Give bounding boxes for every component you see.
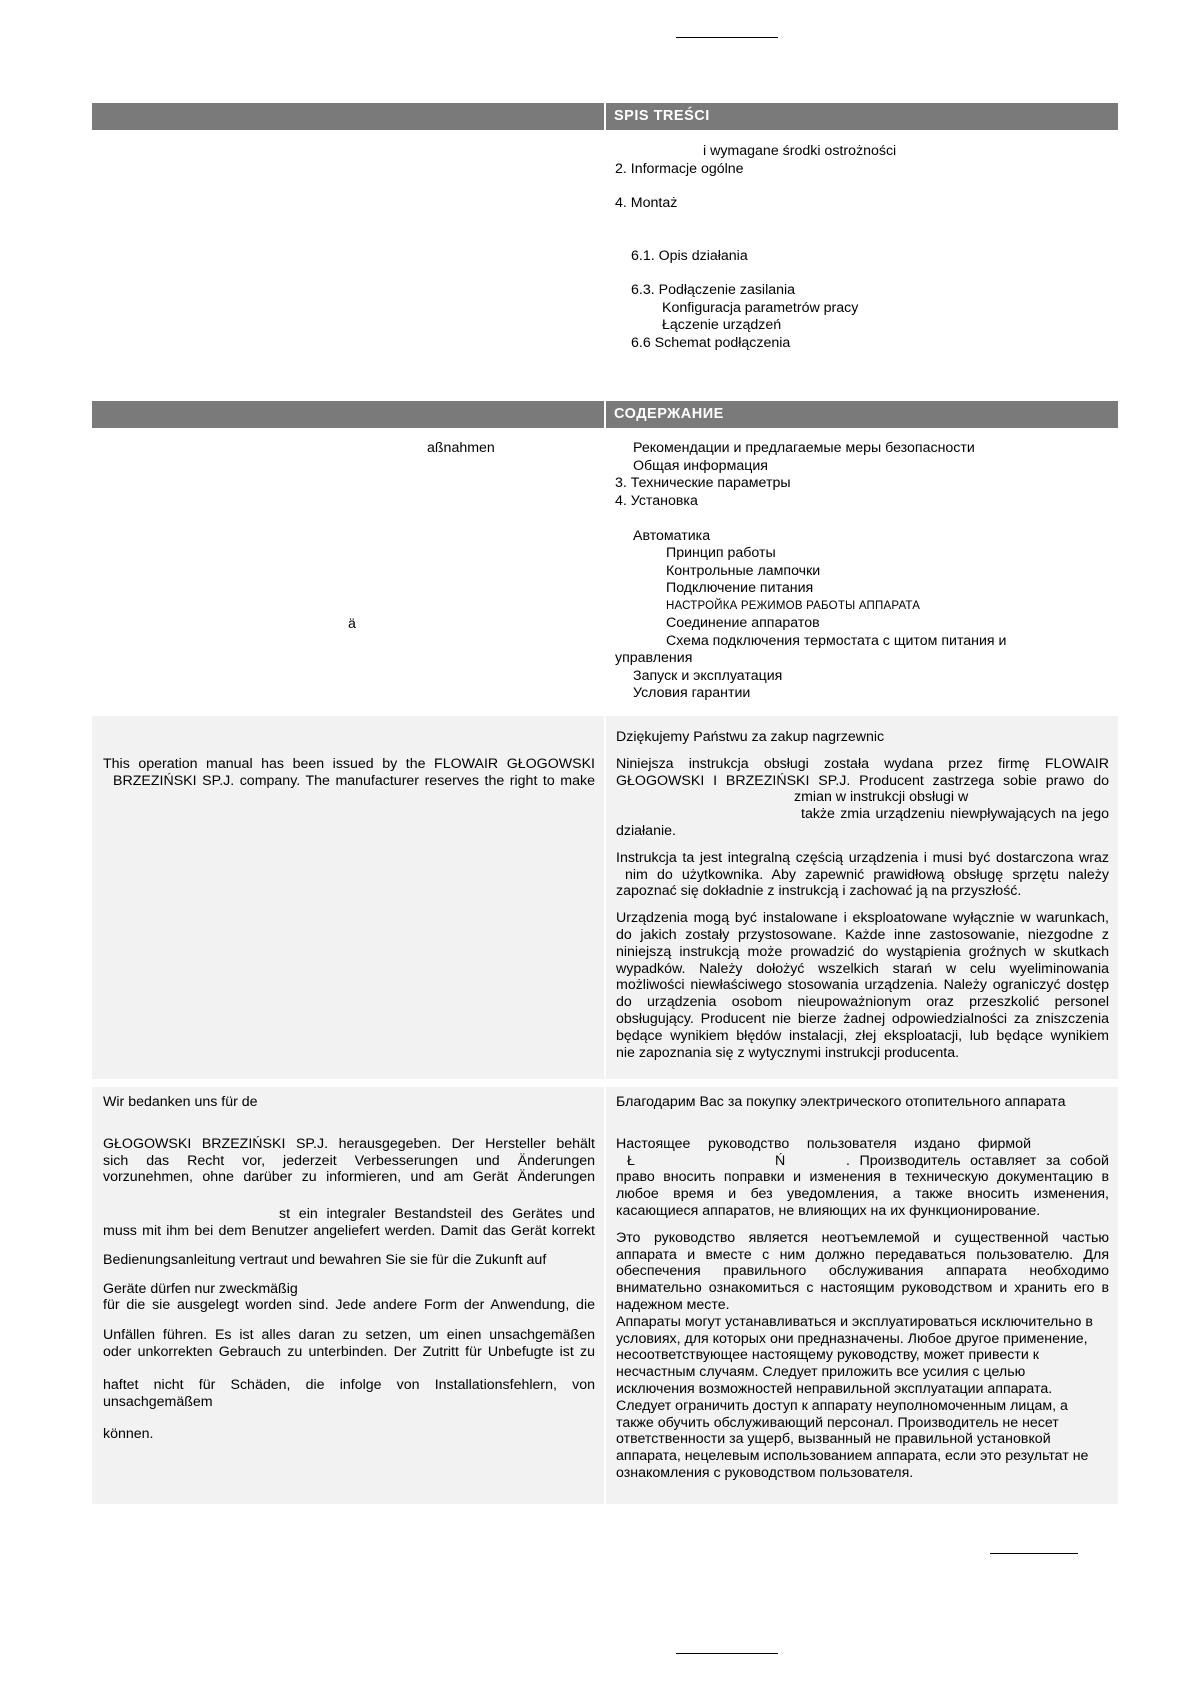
intro-ru-line: Аппараты могут устанавливаться и эксплуатироваться исключительно в [616,1313,1093,1330]
intro-pl-line: Instrukcja ta jest integralną częścią urządzenia i musi być dostarczona wraz [616,849,1109,866]
toc-left-fragment: ä [348,616,356,632]
intro-de-line: Wir bedanken uns für de [103,1094,258,1110]
toc-pl-item[interactable]: 4. Montaż [615,195,678,211]
intro-en-text [103,756,595,790]
intro-de-line: können. [103,1426,154,1443]
intro-ru-line-1 [616,1136,1109,1153]
toc-ru-item[interactable]: 4. Установка [615,492,698,509]
intro-pl-line: Urządzenia mogą być instalowane i eksploatowane wyłącznie w warunkach, [616,910,1109,927]
toc-ru-item[interactable]: 3. Технические параметры [615,475,791,491]
intro-pl-line: obsługujący. Producent nie bierze żadnej odpowiedzialności za zniszczenia [616,1010,1109,1027]
intro-ru-line: надежном месте. [616,1296,730,1313]
toc-pl-list [615,143,896,352]
toc-pl-item[interactable]: 6.6 Schemat podłączenia [631,334,791,351]
toc-ru-item[interactable]: Соединение аппаратов [666,615,820,631]
intro-ru-text [616,1094,1109,1482]
intro-ru-line: аппарата, нецелевым использованием аппарата, если это результат не [616,1448,1089,1465]
intro-pl-line: do jakich zostały przystosowane. Każde inne zastosowanie, niezgodne z [616,926,1109,943]
intro-pl-thanks: Dziękujemy Państwu za zakup nagrzewnic [616,729,885,745]
intro-pl-line: także zmia urządzeniu niewpływających na jego [801,806,1109,823]
intro-de-line: unsachgemäßem [103,1393,213,1410]
intro-en-line: This operation manual has been issued by the FLOWAIR GŁOGOWSKI [103,756,595,772]
intro-ru-fragment: . Производитель оставляет за собой [846,1152,1109,1169]
intro-ru-line: Это руководство является неотъемлемой и существенной частью [616,1229,1109,1246]
toc-pl-item[interactable]: i wymagane środki ostrożności [703,143,897,159]
intro-ru-line: условиях, для которых они предназначены. Любое другое применение, [616,1330,1088,1347]
intro-ru-fragment: Ń [775,1152,786,1169]
intro-de-text [103,1094,595,1443]
toc-left-fragment: aßnahmen [427,440,495,456]
toc-pl-header [606,103,1118,130]
intro-ru-line: любое время и без уведомления, а также вносить изменения, [616,1186,1109,1203]
toc-ru-item[interactable]: Запуск и эксплуатация [633,667,783,684]
toc-ru-item[interactable]: Схема подключения термостата с щитом питания и [666,632,1007,649]
toc-pl-item[interactable]: 6.1. Opis działania [631,247,748,264]
toc-pl-item[interactable]: Konfiguracja parametrów pracy [662,299,859,316]
toc-ru-item[interactable]: Автоматика [633,527,711,544]
intro-ru-thanks: Благодарим Вас за покупку электрического отопительного аппарата [616,1094,1066,1110]
intro-ru-line: внимательно ознакомиться с настоящим руководством и хранить его в [616,1280,1109,1297]
intro-de-line: Bedienungsanleitung vertraut und bewahren Sie sie für die Zukunft auf [103,1251,547,1268]
intro-ru-line: несоответствующее настоящему руководству, может привести к [616,1347,1039,1364]
toc-ru-item[interactable]: управления [615,650,693,666]
intro-pl-line: wypadków. Należy dołożyć wszelkich starań w celu wyeliminowania [616,960,1109,977]
page-rule [990,1553,1078,1554]
intro-de-line: GŁOGOWSKI BRZEZIŃSKI SP.J. herausgegeben. Der Hersteller behält [103,1135,595,1152]
toc-ru-item[interactable]: НАСТРОЙКА РЕЖИМОВ РАБОТЫ АППАРАТА [666,599,921,612]
toc-ru-item[interactable]: Принцип работы [666,545,776,561]
intro-de-line: st ein integraler Bestandsteil des Gerätes und [279,1206,595,1223]
toc-left-header-bar [92,103,604,130]
intro-de-line: vorzunehmen, ohne darüber zu informieren, und am Gerät Änderungen [103,1169,595,1186]
toc-ru-header [606,401,1118,428]
intro-pl-line: będące wynikiem błędów instalacji, złej eksploatacji, lub będące wynikiem [616,1027,1109,1044]
intro-pl-line: działanie. [616,822,676,839]
toc-ru-item[interactable]: Рекомендации и предлагаемые меры безопасности [633,440,975,456]
toc-ru-title: СОДЕРЖАНИЕ [614,406,724,422]
intro-ru-line: обеспечения правильного обслуживания аппарата необходимо [616,1263,1109,1280]
intro-de-line: sich das Recht vor, jederzeit Verbesserungen und Änderungen [103,1152,595,1169]
toc-left-header-bar-2 [92,401,604,428]
intro-pl-text [616,729,1109,1061]
intro-ru-line: касающиеся аппаратов, не влияющих на их функционирование. [616,1202,1041,1219]
intro-pl-line: możliwości niewłaściwego stosowania urządzenia. Należy ograniczyć dostęp [616,977,1109,994]
intro-pl-line: nim do użytkownika. Aby zapewnić prawidłową obsługę sprzętu należy [625,866,1109,883]
intro-ru-line: ознакомления с руководством пользователя. [616,1464,914,1481]
intro-de-line: für die sie ausgelegt worden sind. Jede andere Form der Anwendung, die [103,1297,595,1314]
top-rule [676,37,778,38]
intro-ru-line: несчастным случаям. Следует приложить все усилия с целью [616,1364,1026,1381]
toc-pl-item[interactable]: Łączenie urządzeń [662,317,782,333]
intro-pl-line: GŁOGOWSKI I BRZEZIŃSKI SP.J. Producent zastrzega sobie prawo do [616,772,1109,789]
intro-pl-line: do urządzenia osobom nieupoważnionym oraz przeszkolić personel [616,994,1109,1011]
intro-pl-line: niniejszą instrukcją może prowadzić do wystąpienia groźnych w skutkach [616,943,1109,960]
intro-de-line: haftet nicht für Schäden, die infolge von Installationsfehlern, von [103,1376,595,1393]
intro-ru-line: право вносить поправки и изменения в техническую документацию в [616,1169,1109,1186]
intro-en-line: BRZEZIŃSKI SP.J. company. The manufacturer reserves the right to make [113,772,595,789]
toc-pl-title: SPIS TREŚCI [614,108,710,124]
intro-de-line: muss mit ihm bei dem Benutzer angeliefert werden. Damit das Gerät korrekt [103,1222,595,1239]
intro-ru-line: ответственности за ущерб, вызванный не правильной установкой [616,1431,1051,1448]
intro-ru-line: аппарата и вместе с ним должно передаваться пользователю. Для [616,1246,1109,1263]
intro-de-line: Geräte dürfen nur zweckmäßig [103,1280,298,1297]
toc-ru-item[interactable]: Общая информация [633,457,768,474]
bottom-rule [676,1653,778,1654]
intro-ru-fragment: Ł [627,1152,635,1169]
toc-ru-item[interactable]: Подключение питания [666,580,814,596]
intro-pl-line: zmian w instrukcji obsługi w [794,789,969,806]
toc-ru-item[interactable]: Контрольные лампочки [666,562,821,579]
intro-pl-line: nie zapoznania się z wytycznymi instrukcji producenta. [616,1044,960,1061]
intro-de-line: oder unkorrekten Gebrauch zu unterbinden. Der Zutritt für Unbefugte ist zu [103,1343,595,1360]
intro-ru-line-2 [616,1153,1109,1170]
intro-ru-line: Настоящее руководство пользователя издано фирмой [616,1135,1031,1152]
intro-pl-line: Niniejsza instrukcja obsługi została wydana przez firmę FLOWAIR [616,755,1109,772]
intro-ru-line: Следует ограничить доступ к аппарату неуполномоченным лицам, а [616,1397,1068,1414]
intro-pl-line: zapoznać się dokładnie z instrukcją i zachować ją na przyszłość. [616,883,1022,900]
toc-pl-item[interactable]: 6.3. Podłączenie zasilania [631,282,796,298]
intro-de-line: Unfällen führen. Es ist alles daran zu setzen, um einen unsachgemäßen [103,1327,595,1344]
intro-ru-line: также обучить обслуживающий персонал. Производитель не несет [616,1414,1059,1431]
intro-ru-line: исключения возможностей неправильной эксплуатации аппарата. [616,1380,1053,1397]
toc-ru-list [615,440,1007,703]
toc-ru-item[interactable]: Условия гарантии [633,685,751,701]
toc-pl-item[interactable]: 2. Informacje ogólne [615,160,744,177]
